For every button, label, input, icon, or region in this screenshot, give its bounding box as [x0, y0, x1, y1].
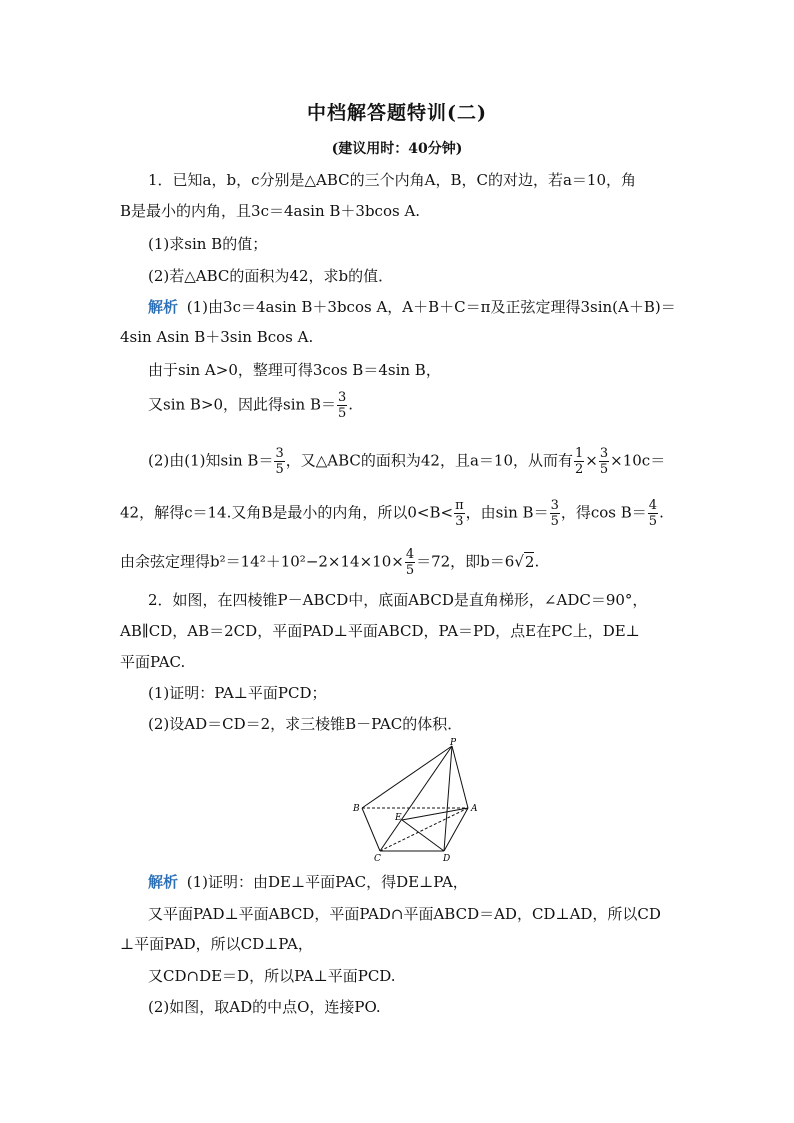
q1-stem-line-2: B是最小的内角，且3c＝4asin B＋3bcos A.: [120, 202, 421, 220]
denominator: 5: [275, 462, 284, 477]
numerator: π: [455, 498, 464, 513]
q1-solution-line-5: [148, 446, 680, 477]
label-c: C: [374, 854, 381, 864]
q1-text-6b: ，由sin B＝: [465, 503, 549, 522]
label-e: E: [395, 813, 402, 823]
edge-da: [444, 808, 468, 851]
q2-solution-line-5: (2)如图，取AD的中点O，连接PO.: [148, 998, 381, 1016]
denominator: 2: [575, 462, 584, 477]
q1-text-5b: ，又△ABC的面积为42，且a＝10，从而有: [285, 451, 573, 470]
edge-pb: [362, 746, 452, 808]
numerator: 4: [648, 498, 658, 513]
label-a: A: [471, 804, 478, 814]
pyramid-figure: [340, 738, 490, 866]
denominator: 5: [599, 462, 609, 477]
segment-de: [402, 820, 444, 851]
fraction-pi-3: [454, 498, 465, 529]
q2-solution-line-2: 又平面PAD⊥平面ABCD，平面PAD∩平面ABCD＝AD，CD⊥AD，所以CD: [148, 905, 661, 923]
fraction-3-5: [599, 446, 609, 477]
q1-text-6d: .: [659, 503, 664, 522]
q1-text-7b: ＝72，即b＝6: [416, 552, 515, 571]
edge-pd: [444, 746, 452, 851]
fraction-3-5: [550, 498, 560, 529]
numerator: 1: [575, 446, 584, 461]
q2-solution-text-1: (1)证明：由DE⊥平面PAC，得DE⊥PA，: [182, 873, 468, 891]
q1-solution-line-4: [148, 390, 680, 421]
q1-solution-line-1: [148, 297, 680, 317]
denominator: 3: [455, 514, 464, 529]
q2-solution-line-4: 又CD∩DE＝D，所以PA⊥平面PCD.: [148, 967, 396, 985]
page-title: 中档解答题特训(二): [307, 102, 487, 124]
denominator: 5: [338, 406, 347, 421]
fraction-3-5: [337, 390, 347, 421]
edge-pa: [452, 746, 468, 808]
denominator: 5: [648, 514, 658, 529]
q1-text-6a: 42，解得c＝14.又角B是最小的内角，所以0<B<: [120, 503, 454, 522]
label-d: D: [443, 854, 451, 864]
q1-text-7d: .: [534, 552, 540, 571]
edge-ca-hidden: [380, 808, 468, 851]
numerator: 3: [338, 390, 347, 405]
q2-part-2: (2)设AD＝CD＝2，求三棱锥B－PAC的体积．: [148, 715, 463, 733]
q1-text-4a: 又sin B>0，因此得sin B＝: [148, 395, 337, 414]
numerator: 3: [550, 498, 559, 513]
label-p: P: [450, 738, 457, 748]
q1-stem-line-1: 1．已知a，b，c分别是△ABC的三个内角A，B，C的对边，若a＝10，角: [148, 171, 637, 189]
q1-text-6c: ，得cos B＝: [560, 503, 647, 522]
numerator: 4: [405, 547, 415, 562]
time-suggestion: (建议用时：40分钟): [331, 141, 463, 157]
q2-stem-line-1: 2．如图，在四棱锥P－ABCD中，底面ABCD是直角梯形，∠ADC＝90°，: [148, 591, 648, 609]
q2-stem-line-3: 平面PAC.: [120, 653, 186, 671]
sqrt-radicand: 2: [524, 552, 535, 571]
fraction-1-2: [574, 446, 584, 477]
q2-stem-line-2: AB∥CD，AB＝2CD，平面PAD⊥平面ABCD，PA＝PD，点E在PC上，DE⊥: [120, 622, 640, 640]
q1-part-1: (1)求sin B的值；: [148, 235, 268, 253]
q1-text-4b: .: [348, 395, 354, 414]
edge-bc: [362, 808, 380, 851]
q2-solution-line-1: [148, 872, 680, 892]
q1-text-7a: 由余弦定理得b²＝14²＋10²−2×14×10×: [120, 552, 404, 571]
solution-label: 解析: [148, 298, 179, 316]
segment-ea: [402, 808, 468, 820]
fraction-4-5: [405, 547, 415, 578]
denominator: 5: [405, 563, 415, 578]
q1-solution-line-2: 4sin Asin B＋3sin Bcos A.: [120, 328, 314, 346]
fraction-4-5: [648, 498, 658, 529]
q1-text-5a: (2)由(1)知sin B＝: [148, 451, 274, 470]
q1-text-5d: ×10c＝: [610, 451, 666, 470]
q1-solution-line-3: 由于sin A>0，整理可得3cos B＝4sin B，: [148, 361, 441, 379]
q1-part-2: (2)若△ABC的面积为42，求b的值．: [148, 267, 394, 285]
q2-solution-line-3: ⊥平面PAD，所以CD⊥PA，: [120, 935, 313, 953]
solution-label: 解析: [148, 873, 179, 891]
q1-solution-text-1: (1)由3c＝4asin B＋3bcos A，A＋B＋C＝π及正弦定理得3sin(A＋B)＝: [182, 298, 676, 316]
numerator: 3: [275, 446, 284, 461]
q1-solution-line-7: 由余弦定理得b²＝14²＋10²−2×14×10× $\frac{4}{5}$ ＝72，即b＝6√2.: [120, 547, 540, 578]
q1-text-5c: ×: [585, 451, 598, 470]
q1-solution-line-6: [120, 498, 680, 529]
label-b: B: [353, 804, 360, 814]
q2-part-1: (1)证明：PA⊥平面PCD；: [148, 684, 327, 702]
fraction-3-5: [274, 446, 284, 477]
edge-pc: [380, 746, 452, 851]
numerator: 3: [599, 446, 609, 461]
denominator: 5: [550, 514, 559, 529]
